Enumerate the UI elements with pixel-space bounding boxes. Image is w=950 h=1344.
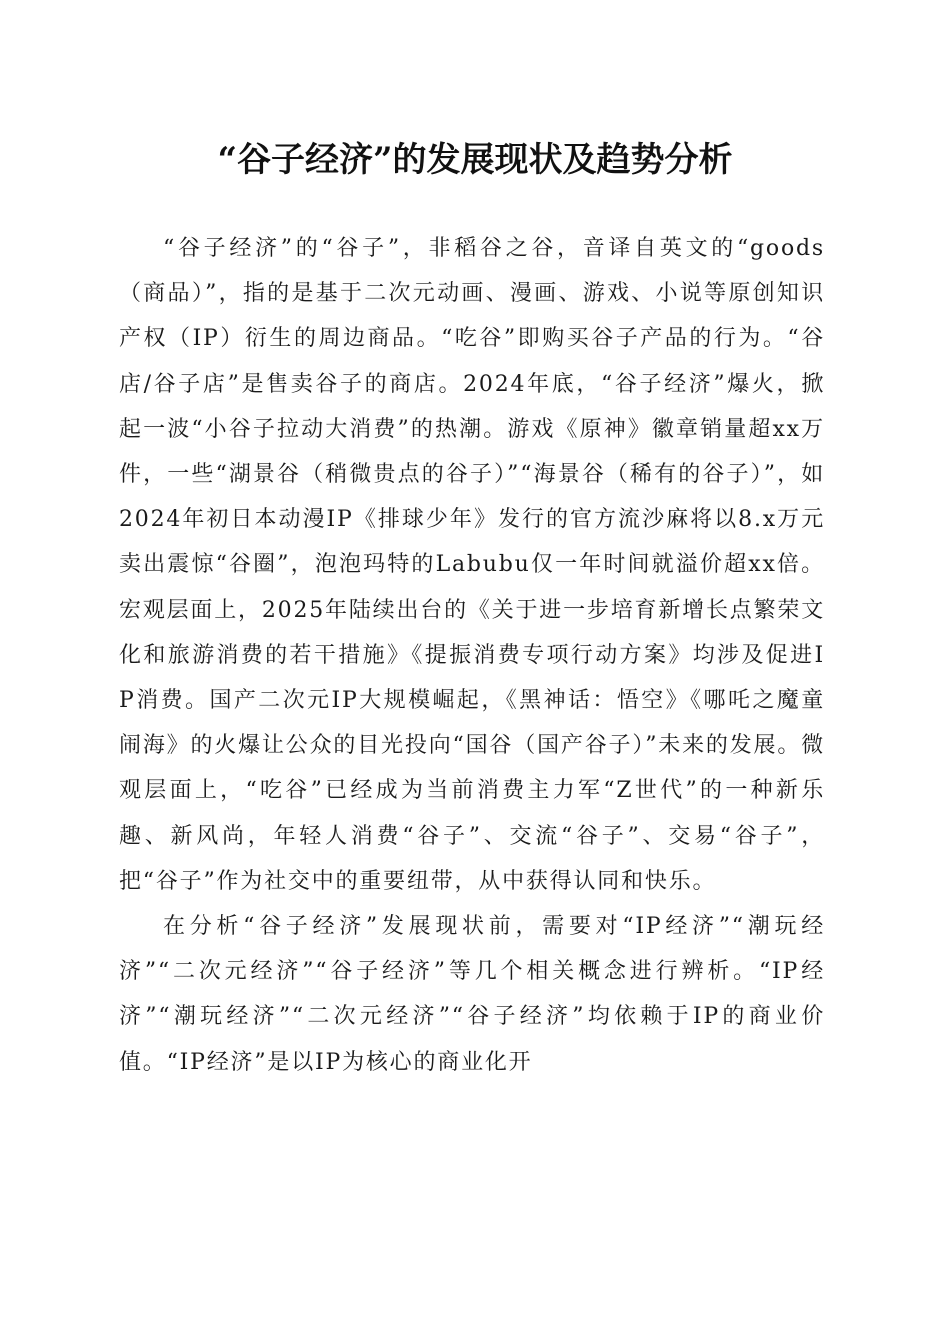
- document-title: “谷子经济”的发展现状及趋势分析: [217, 140, 733, 180]
- paragraph-2: 在分析“谷子经济”发展现状前，需要对“IP经济”“潮玩经济”“二次元经济”“谷子经济”等几个相关概念进行辨析。“IP经济”“潮玩经济”“二次元经济”“谷子经济”均依赖于IP的商业价值。“IP经济”是以IP为核心的商业化开: [119, 914, 825, 1075]
- document-body: [119, 226, 825, 1085]
- paragraph-1: “谷子经济”的“谷子”，非稻谷之谷，音译自英文的“goods（商品）”，指的是基于二次元动画、漫画、游戏、小说等原创知识产权（IP）衍生的周边商品。“吃谷”即购买谷子产品的行为。“谷店/谷子店”是售卖谷子的商店。2024年底，“谷子经济”爆火，掀起一波“小谷子拉动大消费”的热潮。游戏《原神》徽章销量超xx万件，一些“湖景谷（稍微贵点的谷子）”“海景谷（稀有的谷子）”，如2024年初日本动漫IP《排球少年》发行的官方流沙麻将以8.x万元卖出震惊“谷圈”，泡泡玛特的Labubu仅一年时间就溢价超xx倍。宏观层面上，2025年陆续出台的《关于进一步培育新增长点繁荣文化和旅游消费的若干措施》《提振消费专项行动方案》均涉及促进IP消费。国产二次元IP大规模崛起，《黑神话：悟空》《哪吒之魔童闹海》的火爆让公众的目光投向“国谷（国产谷子）”未来的发展。微观层面上，“吃谷”已经成为当前消费主力军“Z世代”的一种新乐趣、新风尚，年轻人消费“谷子”、交流“谷子”、交易“谷子”，把“谷子”作为社交中的重要纽带，从中获得认同和快乐。: [119, 236, 825, 894]
